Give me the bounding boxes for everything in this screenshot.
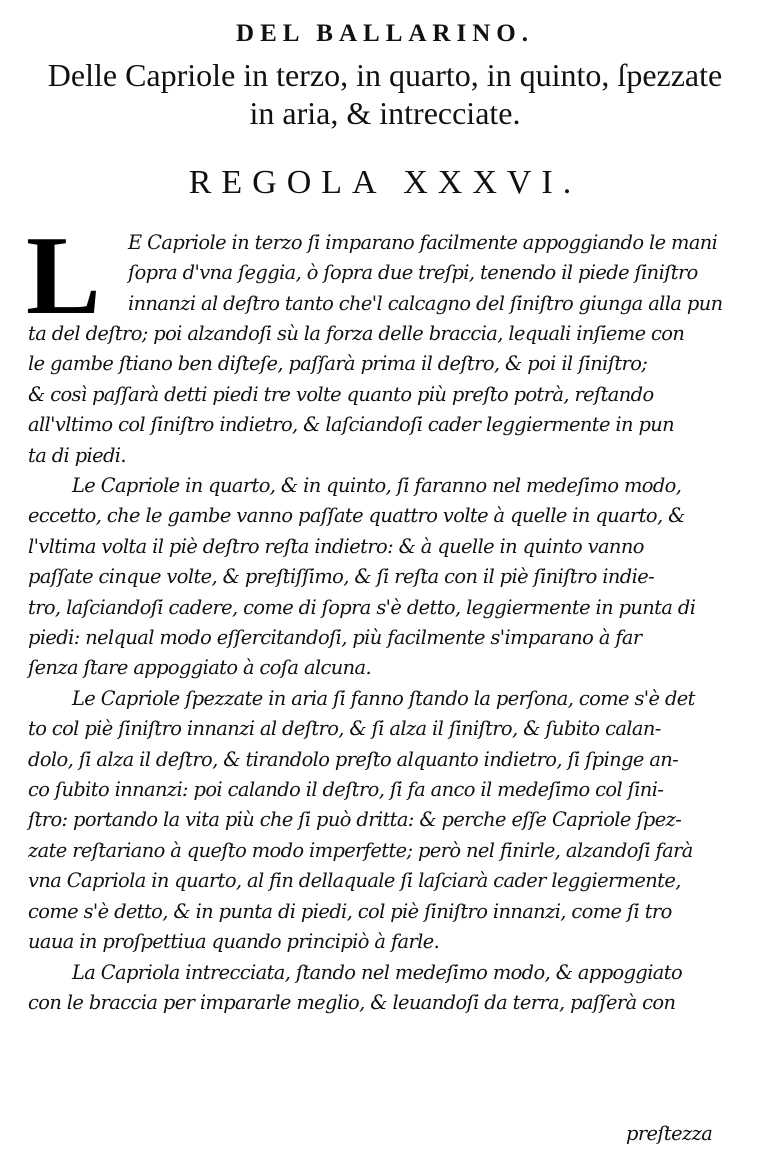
text-line: eccetto, che le gambe vanno paſſate quattro volte à quelle in quarto, & <box>28 504 685 527</box>
text-line: & così paſſarà detti piedi tre volte quanto più preſto potrà, reſtando <box>28 383 654 406</box>
drop-cap: L <box>26 214 101 338</box>
chapter-title <box>20 56 750 132</box>
text-line: Le Capriole ſpezzate in aria ſi fanno ſtando la perſona, come s'è det <box>72 687 695 710</box>
text-line: ta di piedi. <box>28 444 126 467</box>
text-line: La Capriola intrecciata, ſtando nel medeſimo modo, & appoggiato <box>72 961 683 984</box>
text-line: paſſate cinque volte, & preſtiſſimo, & ſi reſta con il piè ſiniſtro indie- <box>28 565 655 588</box>
text-line: ta del deſtro; poi alzandoſi sù la forza delle braccia, lequali inſieme con <box>28 322 685 345</box>
text-line: Le Capriole in quarto, & in quinto, ſi faranno nel medeſimo modo, <box>72 474 682 497</box>
text-line: innanzi al deſtro tanto che'l calcagno del ſiniſtro giunga alla pun <box>128 292 723 315</box>
text-line: E Capriole in terzo ſi imparano facilmente appoggiando le mani <box>128 231 718 254</box>
text-line: all'vltimo col ſiniſtro indietro, & laſciandoſi cader leggiermente in pun <box>28 413 675 436</box>
text-line: zate reſtariano à queſto modo imperfette; però nel finirle, alzandoſi farà <box>28 839 693 862</box>
text-line: ſenza ſtare appoggiato à coſa alcuna. <box>28 656 372 679</box>
text-line: le gambe ſtiano ben diſteſe, paſſarà prima il deſtro, & poi il ſiniſtro; <box>28 352 648 375</box>
rule-heading: REGOLA XXXVI. <box>188 164 582 201</box>
text-line: vna Capriola in quarto, al fin dellaquale ſi laſciarà cader leggiermente, <box>28 869 681 892</box>
chapter-title-line-2: in aria, & intrecciate. <box>249 95 521 131</box>
text-line: tro, laſciandoſi cadere, come di ſopra s'è detto, leggiermente in punta di <box>28 596 696 619</box>
text-line: l'vltima volta il piè deſtro reſta indietro: & à quelle in quinto vanno <box>28 535 644 558</box>
text-line: piedi: nelqual modo eſſercitandoſi, più facilmente s'imparano à far <box>28 626 642 649</box>
text-line: to col piè ſiniſtro innanzi al deſtro, & ſi alza il ſiniſtro, & ſubito calan- <box>28 717 661 740</box>
text-line: come s'è detto, & in punta di piedi, col piè ſiniſtro innanzi, come ſi tro <box>28 900 672 923</box>
text-line: ſtro: portando la vita più che ſi può dritta: & perche eſſe Capriole ſpez- <box>28 808 682 831</box>
text-line: con le braccia per impararle meglio, & leuandoſi da terra, paſſerà con <box>28 991 676 1014</box>
text-line: dolo, ſi alza il deſtro, & tirandolo preſto alquanto indietro, ſi ſpinge an- <box>28 748 679 771</box>
text-line: ſopra d'vna ſeggia, ò ſopra due treſpi, tenendo il piede ſiniſtro <box>128 261 698 284</box>
text-line: uaua in proſpettiua quando principiò à farle. <box>28 930 440 953</box>
text-line: co ſubito innanzi: poi calando il deſtro, ſi fa anco il medeſimo col ſini- <box>28 778 664 801</box>
running-head: DEL BALLARINO. <box>236 20 534 47</box>
chapter-title-line-1: Delle Capriole in terzo, in quarto, in quinto, ſpezzate <box>47 57 723 93</box>
catchword: preſtezza <box>626 1122 713 1145</box>
